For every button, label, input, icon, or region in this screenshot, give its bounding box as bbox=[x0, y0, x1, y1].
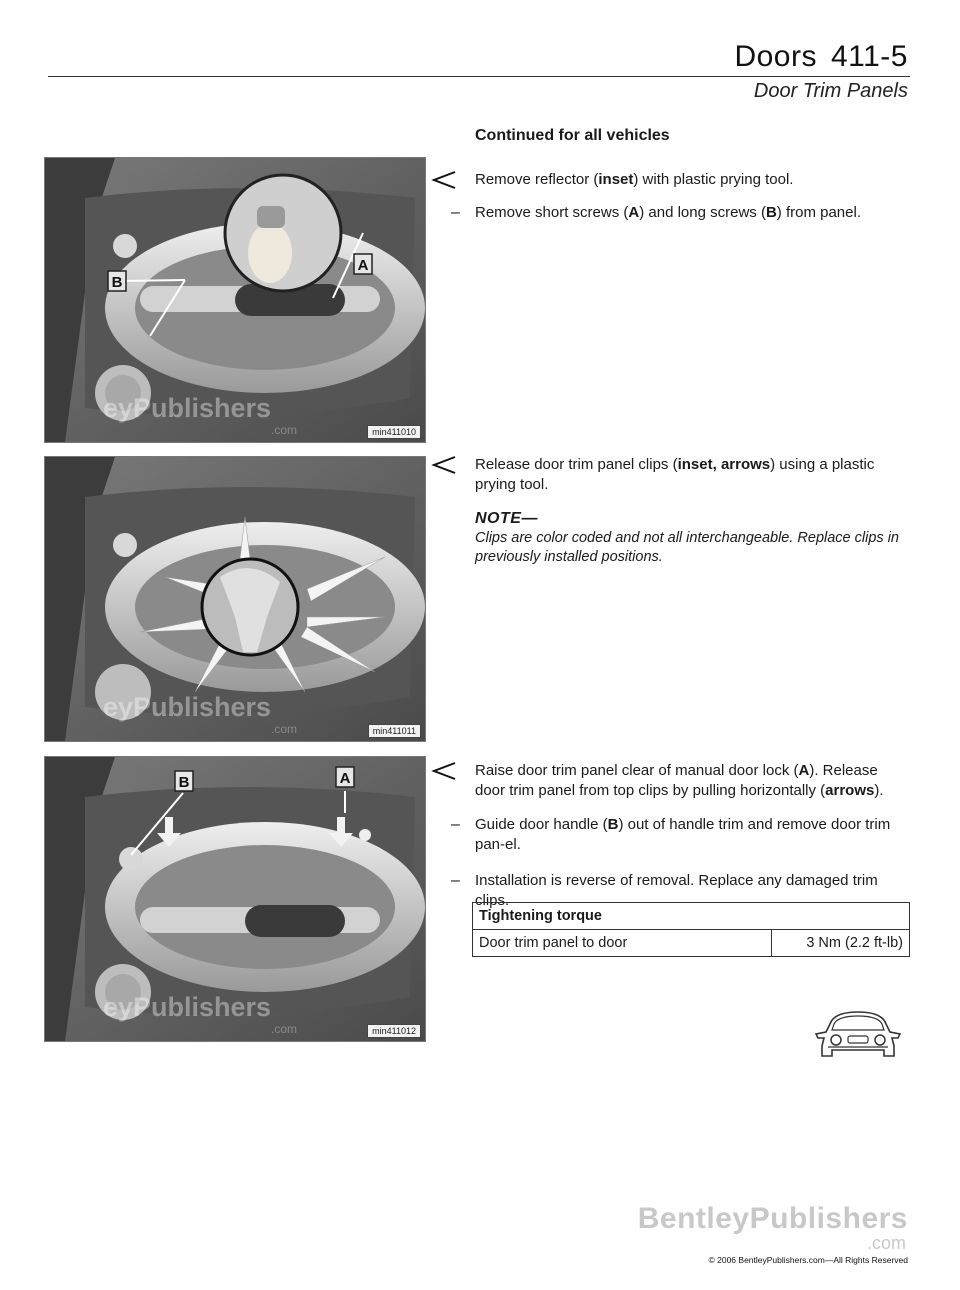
step-text: Installation is reverse of removal. Replace any damaged trim clips. bbox=[475, 872, 878, 909]
callout-a: A bbox=[357, 257, 369, 274]
step-bold-term: inset bbox=[598, 171, 634, 188]
page-header-title bbox=[734, 40, 908, 74]
header-subtitle: Door Trim Panels bbox=[753, 80, 908, 102]
step-text: ) with plastic prying tool. bbox=[633, 171, 794, 188]
step-guide-handle bbox=[431, 815, 911, 855]
footer-brand-logo: BentleyPublishers bbox=[637, 1202, 908, 1235]
step-text: ) and long screws ( bbox=[639, 204, 766, 221]
step-text: Remove short screws ( bbox=[475, 204, 629, 221]
table-heading: Tightening torque bbox=[473, 903, 910, 930]
step-bold-term: arrows bbox=[825, 782, 875, 799]
photo-id: min411010 bbox=[367, 425, 421, 439]
photo-watermark: eyPublishers bbox=[103, 692, 272, 722]
step-text: Remove reflector ( bbox=[475, 171, 599, 188]
dash-bullet: – bbox=[451, 204, 460, 221]
callout-b: B bbox=[111, 274, 123, 291]
torque-table bbox=[472, 902, 910, 957]
step-bold-term: inset, arrows bbox=[677, 456, 771, 473]
step-bold-term: A bbox=[798, 762, 810, 779]
step-remove-screws bbox=[431, 203, 911, 223]
step-arrow-icon bbox=[431, 455, 465, 474]
photo-watermark: eyPublishers bbox=[103, 992, 272, 1022]
photo-watermark: eyPublishers bbox=[103, 393, 272, 423]
photo-watermark-sub: .com bbox=[271, 722, 298, 736]
table-cell-item: Door trim panel to door bbox=[473, 930, 772, 957]
header-page-number: 411-5 bbox=[830, 40, 908, 73]
step-raise-panel bbox=[431, 761, 911, 801]
callout-a: A bbox=[339, 770, 351, 787]
step-text: Release door trim panel clips ( bbox=[475, 456, 678, 473]
note-title: NOTE— bbox=[475, 510, 538, 527]
step-text: ) using a plastic prying tool. bbox=[475, 456, 875, 493]
photo-watermark-sub: .com bbox=[271, 1022, 298, 1036]
step-bold-term: B bbox=[607, 816, 619, 833]
dash-bullet: – bbox=[451, 872, 460, 889]
table-header-row bbox=[473, 903, 910, 930]
table-row bbox=[473, 930, 910, 957]
dash-bullet: – bbox=[451, 816, 460, 833]
footer-brand-sub: .com bbox=[866, 1233, 906, 1253]
photo-id: min411011 bbox=[368, 724, 421, 738]
step-text: ) from panel. bbox=[776, 204, 861, 221]
photo-raise-panel bbox=[44, 756, 426, 1042]
callout-b: B bbox=[178, 774, 190, 791]
step-arrow-icon bbox=[431, 761, 465, 780]
table-cell-value: 3 Nm (2.2 ft-lb) bbox=[772, 930, 910, 957]
step-bold-term: A bbox=[628, 204, 640, 221]
note-body: Clips are color coded and not all interchangeable. Replace clips in previously installed positions. bbox=[475, 530, 899, 565]
footer-copyright: © 2006 BentleyPublishers.com—All Rights Reserved bbox=[708, 1255, 908, 1265]
mini-car-front-icon bbox=[808, 1010, 908, 1063]
step-text: ) out of handle trim and remove door trim pan-el. bbox=[475, 816, 891, 853]
photo-id: min411012 bbox=[367, 1024, 421, 1038]
step-arrow-icon bbox=[431, 170, 465, 189]
step-text: Raise door trim panel clear of manual door lock ( bbox=[475, 762, 799, 779]
photo-watermark-sub: .com bbox=[271, 423, 298, 437]
header-section: Doors bbox=[734, 40, 817, 73]
step-remove-reflector bbox=[431, 170, 911, 190]
photo-release-clips bbox=[44, 456, 426, 742]
photo-remove-reflector bbox=[44, 157, 426, 443]
header-rule bbox=[48, 76, 910, 77]
step-text: Guide door handle ( bbox=[475, 816, 608, 833]
step-text: ). Release door trim panel from top clips by pulling horizontally ( bbox=[475, 762, 878, 799]
step-bold-term: B bbox=[765, 204, 777, 221]
step-text: ). bbox=[874, 782, 884, 799]
step-release-clips bbox=[431, 455, 911, 495]
section-heading: Continued for all vehicles bbox=[475, 127, 670, 144]
